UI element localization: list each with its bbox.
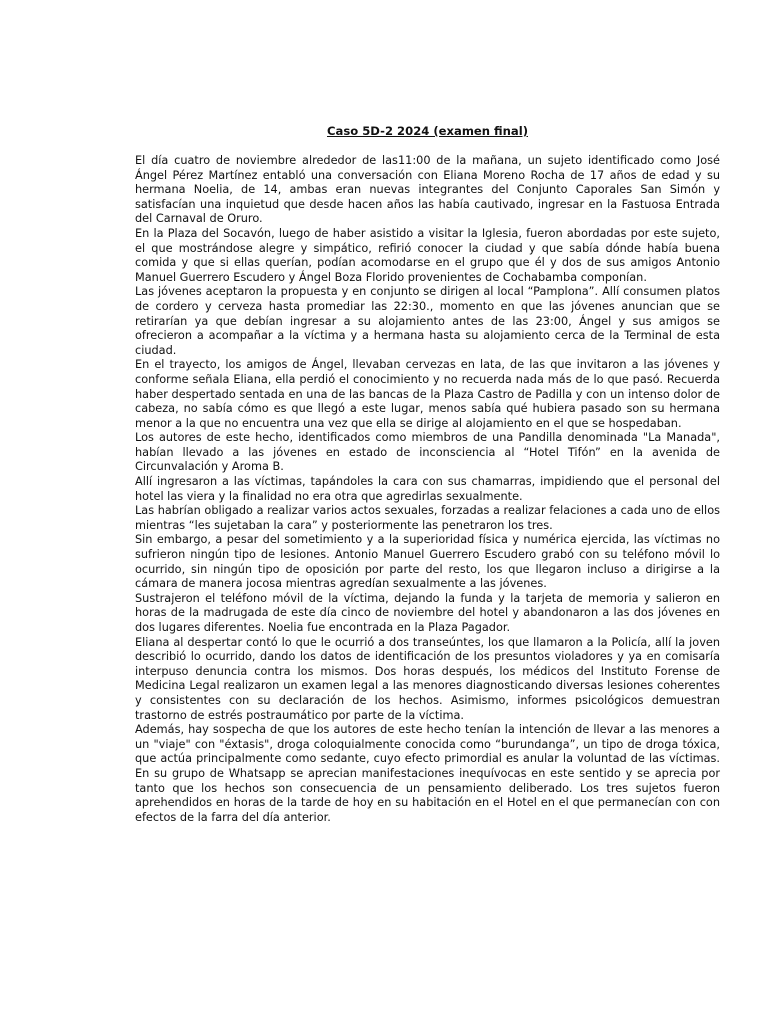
paragraph-5: Los autores de este hecho, identificados como miembros de una Pandilla denominada "La Manada", habían llevado a las jóvenes en estado de inconsciencia al “Hotel Tifón” en la avenida de Circunvalación y Aroma B. [135,431,720,474]
document-title: Caso 5D-2 2024 (examen final) [327,124,528,138]
paragraph-8: Sin embargo, a pesar del sometimiento y a la superioridad física y numérica ejercida, las víctimas no sufrieron ningún tipo de lesiones. Antonio Manuel Guerrero Escudero grabó con su teléfono móvil lo ocurrido, sin ningún tipo de oposición por parte del resto, los que llegaron incluso a dirigirse a la cámara de manera jocosa mientras agredían sexualmente a las jóvenes. [135,533,720,591]
paragraph-4: En el trayecto, los amigos de Ángel, llevaban cervezas en lata, de las que invitaron a las jóvenes y conforme señala Eliana, ella perdió el conocimiento y no recuerda nada más de lo que pasó. Recuerda haber despertado sentada en una de las bancas de la Plaza Castro de Padilla y con un intenso dolor de cabeza, no sabía cómo es que llegó a este lugar, menos sabía qué hubiera pasado son su hermana menor a la que no encuentra una vez que ella se dirige al alojamiento en el que se hospedaban. [135,358,720,430]
paragraph-11: Además, hay sospecha de que los autores de este hecho tenían la intención de llevar a las menores a un "viaje" con "éxtasis", droga coloquialmente conocida como “burundanga”, un tipo de droga tóxica, que actúa principalmente como sedante, cuyo efecto primordial es anular la voluntad de las víctimas. En su grupo de Whatsapp se aprecian manifestaciones inequívocas en este sentido y se aprecia por tanto que los hechos son consecuencia de un pensamiento deliberado. Los tres sujetos fueron aprehendidos en horas de la tarde de hoy en su habitación en el Hotel en el que permanecían con con efectos de la farra del día anterior. [135,723,720,824]
paragraph-3: Las jóvenes aceptaron la propuesta y en conjunto se dirigen al local “Pamplona”. Allí consumen platos de cordero y cerveza hasta promediar las 22:30., momento en que las jóvenes anuncian que se retirarían ya que debían ingresar a su alojamiento antes de las 23:00, Ángel y sus amigos se ofrecieron a acompañar a la víctima y a hermana hasta su alojamiento cerca de la Terminal de esta ciudad. [135,285,720,357]
paragraph-7: Las habrían obligado a realizar varios actos sexuales, forzadas a realizar felaciones a cada uno de ellos mientras “les sujetaban la cara” y posteriormente las penetraron los tres. [135,504,720,532]
paragraph-6: Allí ingresaron a las víctimas, tapándoles la cara con sus chamarras, impidiendo que el personal del hotel las viera y la finalidad no era otra que agredirlas sexualmente. [135,475,720,503]
paragraph-10: Eliana al despertar contó lo que le ocurrió a dos transeúntes, los que llamaron a la Policía, allí la joven describió lo ocurrido, dando los datos de identificación de los presuntos violadores y ya en comisaría interpuso denuncia contra los mismos. Dos horas después, los médicos del Instituto Forense de Medicina Legal realizaron un examen legal a las menores diagnosticando diversas lesiones coherentes y consistentes con su declaración de los hechos. Asimismo, informes psicológicos demuestran trastorno de estrés postraumático por parte de la víctima. [135,635,720,722]
paragraph-9: Sustrajeron el teléfono móvil de la víctima, dejando la funda y la tarjeta de memoria y salieron en horas de la madrugada de este día cinco de noviembre del hotel y abandonaron a las dos jóvenes en dos lugares diferentes. Noelia fue encontrada en la Plaza Pagador. [135,591,720,634]
document-body [135,154,720,825]
paragraph-1: El día cuatro de noviembre alrededor de las11:00 de la mañana, un sujeto identificado como José Ángel Pérez Martínez entabló una conversación con Eliana Moreno Rocha de 17 años de edad y su hermana Noelia, de 14, ambas eran nuevas integrantes del Conjunto Caporales San Simón y satisfacían una inquietud que desde hacen años las había cautivado, ingresar en la Fastuosa Entrada del Carnaval de Oruro. [135,154,720,226]
paragraph-2: En la Plaza del Socavón, luego de haber asistido a visitar la Iglesia, fueron abordadas por este sujeto, el que mostrándose alegre y simpático, refirió conocer la ciudad y que sabía dónde había buena comida y que si ellas querían, podían acomodarse en el grupo que él y dos de sus amigos Antonio Manuel Guerrero Escudero y Ángel Boza Florido provenientes de Cochabamba componían. [135,226,720,284]
